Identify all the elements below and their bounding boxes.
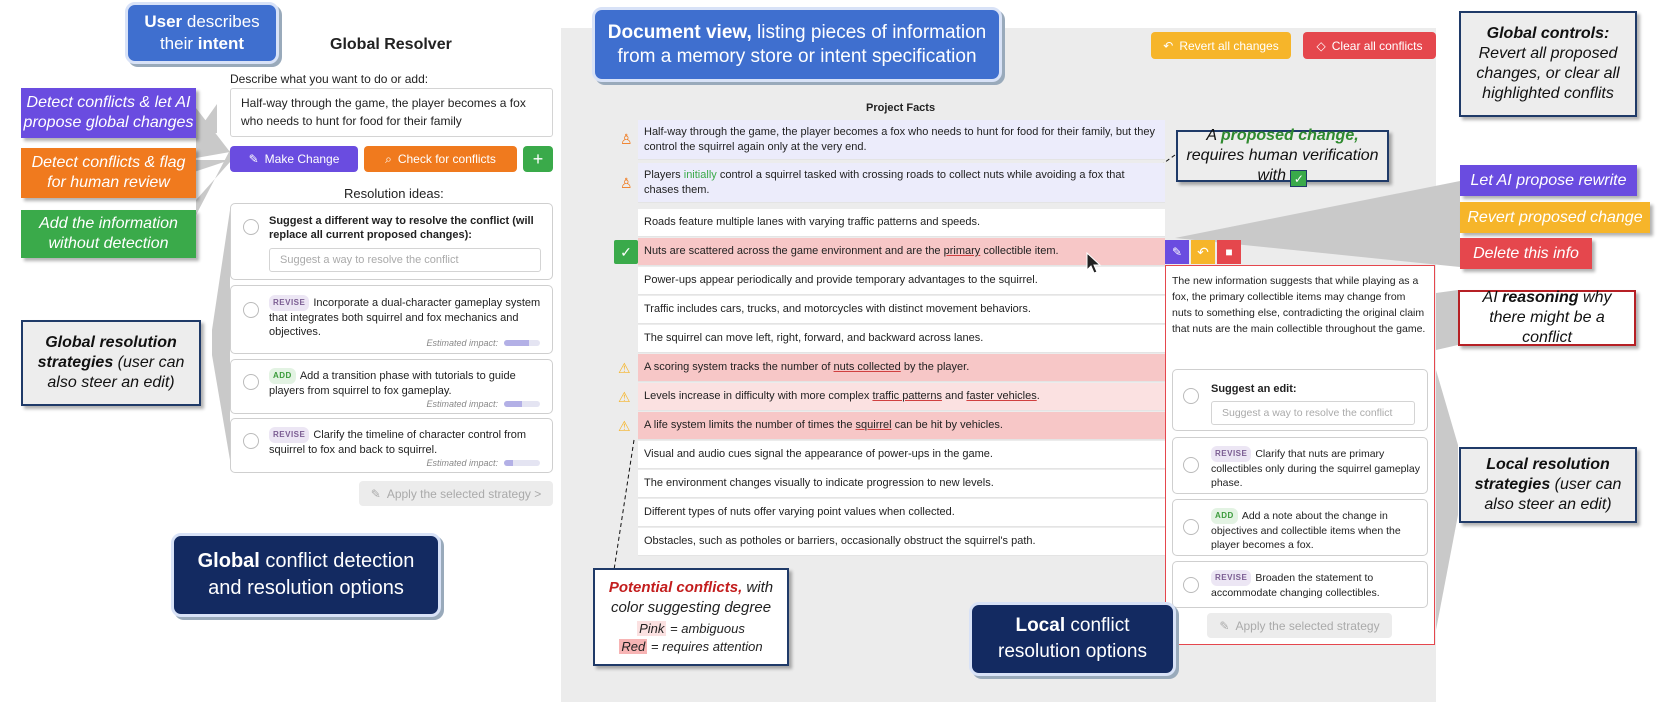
fact-text-pre: Nuts are scattered across the game environment and are the xyxy=(644,245,944,257)
global-idea-radio-3[interactable] xyxy=(243,433,259,449)
make-change-label: Make Change xyxy=(264,152,340,166)
local-idea-card-3[interactable] xyxy=(1172,561,1428,608)
legend-box xyxy=(593,568,789,666)
wedge-global-strategies xyxy=(212,210,230,460)
clear-all-button[interactable] xyxy=(1303,32,1436,59)
reasoning-bold: reasoning xyxy=(1502,289,1579,306)
warning-icon: ⚠ xyxy=(618,418,631,434)
global-resolver-title: Global Resolver xyxy=(330,36,452,53)
warning-icon: ⚠ xyxy=(618,360,631,376)
project-facts-title: Project Facts xyxy=(866,102,936,114)
impact-fill xyxy=(504,401,522,407)
legend-red: Red xyxy=(621,639,646,654)
annotation-global-strategies-rest: (user can also steer an edit) xyxy=(47,354,185,391)
ai-rewrite-button[interactable] xyxy=(1165,240,1189,264)
bubble-global-rest2: and resolution options xyxy=(208,577,404,599)
fact-text-post: collectible item. xyxy=(980,245,1059,257)
fact-text-pre: A life system limits the number of times the xyxy=(644,419,856,431)
fact-text: Roads feature multiple lanes with varying traffic patterns and speeds. xyxy=(644,216,981,228)
make-change-button[interactable] xyxy=(230,146,358,172)
bubble-global xyxy=(171,533,441,617)
global-idea-impact-3 xyxy=(426,458,540,468)
global-suggest-label: Suggest a different way to resolve the conflict (will replace all current proposed changes): xyxy=(269,215,534,241)
bubble-local-rest1: conflict xyxy=(1070,615,1130,636)
fact-text xyxy=(644,168,1159,198)
global-idea-card-2[interactable] xyxy=(230,359,553,414)
local-idea-radio-2[interactable] xyxy=(1183,519,1199,535)
magic-wand-icon: ✎ xyxy=(370,486,381,501)
fact-row[interactable] xyxy=(638,470,1165,498)
mouse-cursor-icon xyxy=(1086,252,1102,276)
local-suggest-radio[interactable] xyxy=(1183,388,1199,404)
proposed-rest: requires human verification with xyxy=(1186,146,1379,184)
fact-text-highlight-2: faster vehicles xyxy=(966,390,1037,402)
impact-label: Estimated impact: xyxy=(426,338,498,348)
annotation-detect-flag xyxy=(21,148,196,198)
fact-row-conflict-pink[interactable] xyxy=(638,383,1165,411)
bubble-global-bold: Global xyxy=(197,550,260,572)
fact-row[interactable] xyxy=(638,325,1165,353)
bubble-document-view xyxy=(592,7,1002,82)
global-idea-text-2: Add a transition phase with tutorials to guide players from squirrel to fox gameplay. xyxy=(269,370,516,397)
annotation-add-info xyxy=(21,210,196,258)
fact-row[interactable] xyxy=(638,441,1165,469)
local-suggest-card xyxy=(1172,369,1428,431)
impact-bar xyxy=(504,401,540,407)
fact-text xyxy=(644,418,1003,433)
search-icon: ⌕ xyxy=(385,151,392,166)
revert-change-button[interactable] xyxy=(1191,240,1215,264)
impact-label: Estimated impact: xyxy=(426,458,498,468)
wedge-local-strategies xyxy=(1436,370,1458,630)
fact-text-highlight: primary xyxy=(943,245,981,257)
dashed-conflicts xyxy=(614,440,634,570)
trash-icon: ■ xyxy=(1225,245,1233,259)
local-apply-label: Apply the selected strategy xyxy=(1235,618,1380,633)
annotation-global-strategies xyxy=(21,320,201,406)
bubble-user-intent xyxy=(125,2,279,64)
warning-icon: ⚠ xyxy=(618,389,631,405)
annotation-revert-change xyxy=(1460,202,1650,233)
eraser-icon: ◇ xyxy=(1316,38,1326,53)
fact-row-conflict-red[interactable] xyxy=(638,354,1165,382)
legend-red-rest: = requires attention xyxy=(650,639,763,654)
add-tag: ADD xyxy=(269,368,296,384)
undo-icon: ↶ xyxy=(1163,38,1174,53)
check-icon: ✓ xyxy=(620,243,632,260)
annotation-delete-text: Delete this info xyxy=(1473,244,1579,262)
annotation-revert-text: Revert proposed change xyxy=(1467,208,1643,226)
revise-tag: REVISE xyxy=(1211,446,1251,462)
local-idea-text-3: Broaden the statement to accommodate changing collectibles. xyxy=(1211,572,1380,599)
fact-text-post: can be hit by vehicles. xyxy=(891,419,1003,431)
add-tag: ADD xyxy=(1211,508,1238,524)
fact-text: Power-ups appear periodically and provide temporary advantages to the squirrel. xyxy=(644,274,1038,286)
legend-pink: Pink xyxy=(639,621,665,636)
wedge-reasoning xyxy=(1436,290,1458,350)
wedge-add-info xyxy=(196,150,230,215)
local-idea-text-2: Add a note about the change in objectives and collectible items when the player becomes a fox. xyxy=(1211,510,1401,551)
local-panel xyxy=(1165,265,1435,645)
annotation-ai-reasoning xyxy=(1458,290,1636,346)
global-apply-label: Apply the selected strategy > xyxy=(386,486,542,501)
impact-fill xyxy=(504,460,513,466)
fact-text: The squirrel can move left, right, forward, and backward across lanes. xyxy=(644,332,984,344)
fact-row[interactable] xyxy=(638,209,1165,237)
fact-text: Half-way through the game, the player becomes a fox who needs to hunt for food for their family, but they control the squirrel again only at the very end. xyxy=(644,125,1155,153)
annotation-detect-propose xyxy=(21,88,196,138)
legend-title-rest: with color suggesting degree xyxy=(610,579,774,616)
fact-text-highlight: initially xyxy=(683,168,717,181)
bubble-global-rest1: conflict detection xyxy=(265,550,415,572)
fact-text: Different types of nuts offer varying point values when collected. xyxy=(644,506,955,518)
global-idea-text-1: Incorporate a dual-character gameplay system that integrates both squirrel and fox mechanics and objectives. xyxy=(269,297,541,338)
fact-text-post: control a squirrel tasked with crossing roads to collect nuts while avoiding a fox that chases them. xyxy=(644,168,1125,196)
local-idea-radio-1[interactable] xyxy=(1183,457,1199,473)
reasoning-post: why there might be a conflict xyxy=(1489,289,1612,346)
fact-text-pre: Players xyxy=(644,168,684,181)
impact-bar xyxy=(504,340,540,346)
fact-text-highlight: traffic patterns xyxy=(872,390,942,402)
check-icon: ✓ xyxy=(1290,170,1307,187)
revert-all-label: Revert all changes xyxy=(1179,38,1279,53)
bubble-user-rest: describes their xyxy=(159,12,260,53)
global-idea-impact-1 xyxy=(426,338,540,348)
bubble-doc-rest2: from a memory store or intent specification xyxy=(617,45,977,67)
fact-text xyxy=(644,389,1040,404)
legend-title-bold: Potential conflicts, xyxy=(608,579,743,596)
global-idea-impact-2 xyxy=(426,399,540,409)
fact-text-highlight: squirrel xyxy=(855,419,892,431)
magic-wand-icon: ✎ xyxy=(1171,245,1183,259)
global-suggest-card xyxy=(230,203,553,280)
fact-row[interactable] xyxy=(638,499,1165,527)
fact-text: Visual and audio cues signal the appearance of power-ups in the game. xyxy=(644,448,993,460)
local-suggest-label: Suggest an edit: xyxy=(1211,383,1297,395)
revise-tag: REVISE xyxy=(269,427,309,443)
user-added-icon: ♙ xyxy=(620,175,633,191)
local-idea-text-1: Clarify that nuts are primary collectibles only during the squirrel gameplay phase. xyxy=(1211,448,1420,489)
fact-row[interactable] xyxy=(638,120,1165,160)
local-idea-card-2[interactable] xyxy=(1172,499,1428,556)
legend-pink-rest: = ambiguous xyxy=(670,621,745,636)
ai-reasoning-text: The new information suggests that while playing as a fox, the primary collectible items may change from nuts to something else, contradicting the original claim that nuts are the main collectible throughout the game. xyxy=(1172,275,1426,335)
revise-tag: REVISE xyxy=(269,295,309,311)
clear-all-label: Clear all conflicts xyxy=(1331,38,1423,53)
global-suggest-input[interactable]: Suggest a way to resolve the conflict xyxy=(269,248,541,272)
revise-tag: REVISE xyxy=(1211,570,1251,586)
check-conflicts-label: Check for conflicts xyxy=(397,152,496,166)
annotation-local-strategies xyxy=(1459,447,1637,523)
annotation-detect-flag-text: Detect conflicts & flag for human review xyxy=(31,154,186,191)
bubble-local-bold: Local xyxy=(1015,615,1066,636)
annotation-detect-propose-text: Detect conflicts & let AI propose global changes xyxy=(23,94,194,131)
global-idea-text-3: Clarify the timeline of character control from squirrel to fox and back to squirrel. xyxy=(269,429,527,456)
undo-icon: ↶ xyxy=(1197,243,1209,260)
fact-row[interactable] xyxy=(638,528,1165,556)
proposed-bold: proposed change, xyxy=(1220,126,1359,144)
describe-label: Describe what you want to do or add: xyxy=(230,72,429,86)
annotation-global-strategies-bold: Global resolution strategies xyxy=(37,334,177,371)
fact-text xyxy=(644,360,969,375)
annotation-global-controls xyxy=(1459,11,1637,117)
global-apply-button[interactable] xyxy=(359,481,553,506)
global-idea-card-3[interactable] xyxy=(230,418,553,473)
annotation-ai-rewrite-text: Let AI propose rewrite xyxy=(1470,171,1627,189)
magic-wand-icon: ✎ xyxy=(1219,618,1230,633)
resolution-ideas-label: Resolution ideas: xyxy=(344,186,444,201)
global-idea-radio-1[interactable] xyxy=(243,302,259,318)
fact-text: The environment changes visually to indicate progression to new levels. xyxy=(644,477,994,489)
global-idea-card-1[interactable] xyxy=(230,285,553,354)
intent-input[interactable]: Half-way through the game, the player becomes a fox who needs to hunt for food for their family xyxy=(230,88,553,137)
fact-row-conflict-red[interactable] xyxy=(638,412,1165,440)
bubble-user-bold: User xyxy=(144,12,183,31)
fact-row[interactable] xyxy=(638,163,1165,203)
bubble-local-rest2: resolution options xyxy=(998,641,1147,662)
local-suggest-input[interactable]: Suggest a way to resolve the conflict xyxy=(1211,401,1415,425)
reasoning-pre: AI xyxy=(1482,289,1498,306)
proposed-pre: A xyxy=(1206,126,1217,144)
revert-all-button[interactable] xyxy=(1151,32,1291,59)
fact-text-post: . xyxy=(1036,390,1040,402)
magic-wand-icon: ✎ xyxy=(248,152,259,166)
impact-label: Estimated impact: xyxy=(426,399,498,409)
fact-text-highlight: nuts collected xyxy=(833,361,901,373)
fact-text-pre: A scoring system tracks the number of xyxy=(644,361,834,373)
delete-info-button[interactable] xyxy=(1217,240,1241,264)
annotation-proposed-change xyxy=(1176,126,1389,186)
fact-text: Traffic includes cars, trucks, and motorcycles with distinct movement behaviors. xyxy=(644,303,1031,315)
global-idea-radio-2[interactable] xyxy=(243,374,259,390)
local-apply-button[interactable] xyxy=(1207,613,1392,638)
add-info-button[interactable] xyxy=(523,146,553,172)
local-strategies-rest: (user can also steer an edit) xyxy=(1484,476,1622,513)
global-controls-rest: Revert all proposed changes, or clear all highlighted conflits xyxy=(1476,45,1620,102)
local-idea-radio-3[interactable] xyxy=(1183,577,1199,593)
annotation-delete-info xyxy=(1460,238,1592,269)
fact-text-mid: and xyxy=(941,390,967,402)
fact-text xyxy=(644,244,1059,259)
impact-fill xyxy=(504,340,529,346)
bubble-user-intent-word: intent xyxy=(197,34,245,53)
local-idea-card-1[interactable] xyxy=(1172,437,1428,494)
local-strategies-bold: Local resolution strategies xyxy=(1474,456,1610,493)
annotation-ai-rewrite xyxy=(1460,165,1637,196)
verify-check-button[interactable] xyxy=(614,240,638,264)
global-suggest-radio[interactable] xyxy=(243,219,259,235)
plus-icon: + xyxy=(532,148,544,169)
bubble-local xyxy=(969,602,1176,676)
check-conflicts-button[interactable] xyxy=(364,146,517,172)
impact-bar xyxy=(504,460,540,466)
global-controls-bold: Global controls: xyxy=(1486,25,1610,42)
bubble-doc-bold: Document view, xyxy=(607,21,752,43)
annotation-add-info-text: Add the information without detection xyxy=(39,215,178,252)
fact-row[interactable] xyxy=(638,296,1165,324)
fact-text-post: by the player. xyxy=(900,361,970,373)
fact-text: Obstacles, such as potholes or barriers, occasionally obstruct the squirrel's path. xyxy=(644,535,1036,547)
fact-text-pre: Levels increase in difficulty with more complex xyxy=(644,390,873,402)
bubble-doc-rest1: listing pieces of information xyxy=(757,21,987,43)
user-added-icon: ♙ xyxy=(620,131,633,147)
